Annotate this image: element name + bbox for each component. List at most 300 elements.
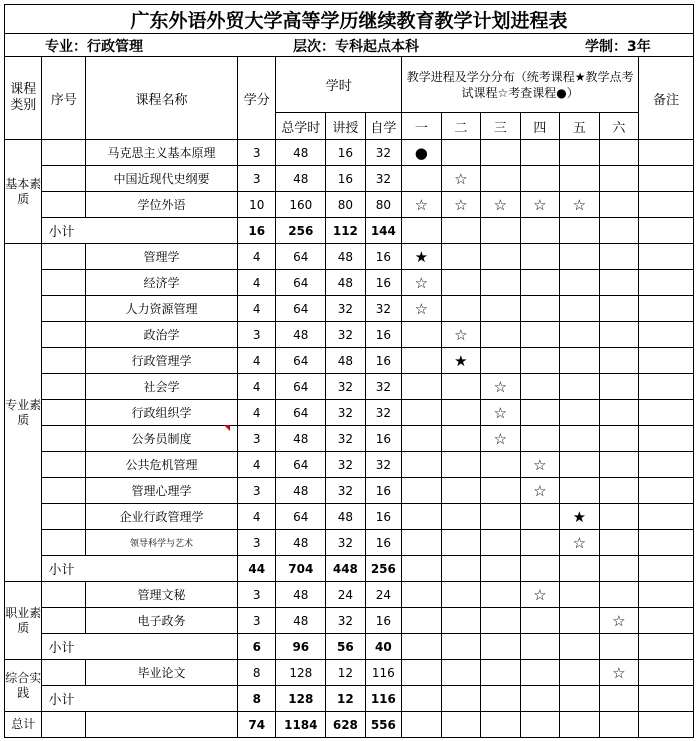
- course-row: [5, 400, 694, 426]
- course-name: 管理心理学: [86, 478, 238, 504]
- term-mark-cell: [402, 400, 442, 426]
- course-row: [5, 426, 694, 452]
- course-row: [5, 140, 694, 166]
- term-mark-cell: [560, 296, 600, 322]
- credit-cell: 3: [238, 582, 276, 608]
- self-study-cell: 16: [365, 348, 401, 374]
- total-hours-cell: 64: [276, 452, 326, 478]
- total-hours-cell: 64: [276, 296, 326, 322]
- term-mark-cell: [560, 322, 600, 348]
- lecture-cell: 32: [326, 296, 366, 322]
- term-mark-cell: [520, 244, 560, 270]
- self-study-cell: 32: [365, 166, 401, 192]
- term-mark-cell: [402, 348, 442, 374]
- seq-cell: [42, 270, 86, 296]
- course-row: [5, 452, 694, 478]
- header-self-study: 自学: [365, 113, 401, 140]
- course-row: [5, 582, 694, 608]
- grand-total-hours: 1184: [276, 712, 326, 738]
- term-mark-cell: [560, 608, 600, 634]
- remark-cell: [639, 270, 694, 296]
- term-mark-cell: [402, 478, 442, 504]
- header-course: 课程名称: [86, 57, 238, 140]
- header-category: 课程类别: [5, 57, 42, 140]
- term-mark-cell: [441, 244, 481, 270]
- seq-cell: [42, 452, 86, 478]
- total-hours-cell: 64: [276, 374, 326, 400]
- term-mark-cell: [481, 452, 521, 478]
- term-mark-cell: ●: [402, 140, 442, 166]
- credit-cell: 4: [238, 452, 276, 478]
- term-mark-cell: ☆: [441, 166, 481, 192]
- empty-cell: [520, 218, 560, 244]
- term-mark-cell: [599, 504, 639, 530]
- empty-cell: [639, 686, 694, 712]
- term-mark-cell: [560, 478, 600, 504]
- term-mark-cell: [481, 166, 521, 192]
- subtotal-self-study: 40: [365, 634, 401, 660]
- self-study-cell: 16: [365, 530, 401, 556]
- self-study-cell: 32: [365, 140, 401, 166]
- credit-cell: 3: [238, 140, 276, 166]
- term-mark-cell: [402, 426, 442, 452]
- term-mark-cell: [599, 140, 639, 166]
- empty-cell: [520, 556, 560, 582]
- term-mark-cell: [481, 348, 521, 374]
- empty-cell: [520, 686, 560, 712]
- header-term: 五: [560, 113, 600, 140]
- seq-cell: [42, 374, 86, 400]
- term-mark-cell: [402, 166, 442, 192]
- course-name: 中国近现代史纲要: [86, 166, 238, 192]
- self-study-cell: 16: [365, 426, 401, 452]
- course-name: 电子政务: [86, 608, 238, 634]
- term-mark-cell: [441, 504, 481, 530]
- empty-cell: [520, 634, 560, 660]
- term-mark-cell: [402, 322, 442, 348]
- term-mark-cell: ☆: [599, 660, 639, 686]
- header-remark: 备注: [639, 57, 694, 140]
- course-name: 行政组织学: [86, 400, 238, 426]
- term-mark-cell: ☆: [481, 400, 521, 426]
- total-hours-cell: 48: [276, 166, 326, 192]
- term-mark-cell: ☆: [520, 582, 560, 608]
- term-mark-cell: [441, 426, 481, 452]
- course-row: [5, 504, 694, 530]
- grand-total-self-study: 556: [365, 712, 401, 738]
- course-row: [5, 322, 694, 348]
- self-study-cell: 32: [365, 296, 401, 322]
- subtotal-credit: 44: [238, 556, 276, 582]
- term-mark-cell: [520, 400, 560, 426]
- term-mark-cell: [599, 322, 639, 348]
- course-name: 公共危机管理: [86, 452, 238, 478]
- term-mark-cell: [599, 374, 639, 400]
- header-term: 二: [441, 113, 481, 140]
- credit-cell: 4: [238, 296, 276, 322]
- empty-cell: [639, 218, 694, 244]
- term-mark-cell: [481, 660, 521, 686]
- total-hours-cell: 64: [276, 400, 326, 426]
- grand-total-label: 总计: [5, 712, 42, 738]
- empty-cell: [402, 712, 442, 738]
- empty-cell: [441, 218, 481, 244]
- term-mark-cell: [441, 582, 481, 608]
- term-mark-cell: [560, 270, 600, 296]
- term-mark-cell: [560, 400, 600, 426]
- term-mark-cell: [481, 504, 521, 530]
- teaching-plan-table: [4, 4, 694, 738]
- lecture-cell: 32: [326, 452, 366, 478]
- empty-cell: [481, 634, 521, 660]
- empty-cell: [639, 712, 694, 738]
- remark-cell: [639, 140, 694, 166]
- lecture-cell: 32: [326, 608, 366, 634]
- term-mark-cell: [402, 374, 442, 400]
- term-mark-cell: ☆: [599, 608, 639, 634]
- remark-cell: [639, 374, 694, 400]
- total-hours-cell: 48: [276, 582, 326, 608]
- self-study-cell: 16: [365, 478, 401, 504]
- lecture-cell: 16: [326, 166, 366, 192]
- term-mark-cell: [599, 478, 639, 504]
- empty-cell: [560, 712, 600, 738]
- empty-cell: [42, 712, 86, 738]
- total-hours-cell: 64: [276, 504, 326, 530]
- course-name: 经济学: [86, 270, 238, 296]
- term-mark-cell: ☆: [520, 478, 560, 504]
- credit-cell: 4: [238, 504, 276, 530]
- empty-cell: [402, 686, 442, 712]
- seq-cell: [42, 478, 86, 504]
- course-name: 人力资源管理: [86, 296, 238, 322]
- term-mark-cell: ★: [441, 348, 481, 374]
- term-mark-cell: [481, 582, 521, 608]
- credit-cell: 3: [238, 608, 276, 634]
- term-mark-cell: [599, 582, 639, 608]
- term-mark-cell: [441, 140, 481, 166]
- subtotal-credit: 6: [238, 634, 276, 660]
- term-mark-cell: [441, 400, 481, 426]
- term-mark-cell: [520, 296, 560, 322]
- term-mark-cell: [560, 374, 600, 400]
- header-seq: 序号: [42, 57, 86, 140]
- term-mark-cell: [599, 530, 639, 556]
- empty-cell: [441, 686, 481, 712]
- self-study-cell: 16: [365, 270, 401, 296]
- empty-cell: [402, 556, 442, 582]
- seq-cell: [42, 348, 86, 374]
- empty-cell: [86, 712, 238, 738]
- term-mark-cell: [402, 530, 442, 556]
- empty-cell: [599, 556, 639, 582]
- term-mark-cell: [402, 504, 442, 530]
- comment-marker: [224, 425, 230, 431]
- term-mark-cell: [402, 582, 442, 608]
- lecture-cell: 48: [326, 348, 366, 374]
- credit-cell: 3: [238, 530, 276, 556]
- term-mark-cell: [520, 270, 560, 296]
- self-study-cell: 32: [365, 400, 401, 426]
- empty-cell: [560, 634, 600, 660]
- total-hours-cell: 48: [276, 608, 326, 634]
- term-mark-cell: [560, 140, 600, 166]
- term-mark-cell: [481, 530, 521, 556]
- term-mark-cell: [560, 244, 600, 270]
- remark-cell: [639, 166, 694, 192]
- empty-cell: [481, 712, 521, 738]
- remark-cell: [639, 296, 694, 322]
- empty-cell: [560, 556, 600, 582]
- lecture-cell: 16: [326, 140, 366, 166]
- term-mark-cell: [599, 192, 639, 218]
- empty-cell: [599, 218, 639, 244]
- subtotal-total-hours: 96: [276, 634, 326, 660]
- course-name: 领导科学与艺术: [86, 530, 238, 556]
- subtotal-self-study: 256: [365, 556, 401, 582]
- empty-cell: [560, 218, 600, 244]
- course-row: [5, 374, 694, 400]
- subtotal-label: 小计: [42, 686, 238, 712]
- course-row: [5, 270, 694, 296]
- term-mark-cell: ☆: [481, 192, 521, 218]
- term-mark-cell: [441, 270, 481, 296]
- term-mark-cell: [560, 426, 600, 452]
- seq-cell: [42, 582, 86, 608]
- header-term: 四: [520, 113, 560, 140]
- self-study-cell: 32: [365, 452, 401, 478]
- subtotal-credit: 16: [238, 218, 276, 244]
- self-study-cell: 32: [365, 374, 401, 400]
- credit-cell: 3: [238, 426, 276, 452]
- term-mark-cell: ☆: [560, 192, 600, 218]
- header-lecture: 讲授: [326, 113, 366, 140]
- grand-total-lecture: 628: [326, 712, 366, 738]
- empty-cell: [599, 686, 639, 712]
- course-name: 马克思主义基本原理: [86, 140, 238, 166]
- self-study-cell: 16: [365, 322, 401, 348]
- seq-cell: [42, 166, 86, 192]
- term-mark-cell: [441, 608, 481, 634]
- subtotal-credit: 8: [238, 686, 276, 712]
- term-mark-cell: ☆: [481, 426, 521, 452]
- term-mark-cell: [520, 140, 560, 166]
- term-mark-cell: [520, 348, 560, 374]
- empty-cell: [599, 712, 639, 738]
- total-hours-cell: 64: [276, 244, 326, 270]
- term-mark-cell: [520, 530, 560, 556]
- credit-cell: 4: [238, 348, 276, 374]
- empty-cell: [639, 556, 694, 582]
- term-mark-cell: [481, 244, 521, 270]
- empty-cell: [441, 634, 481, 660]
- empty-cell: [481, 556, 521, 582]
- term-mark-cell: [441, 530, 481, 556]
- empty-cell: [481, 218, 521, 244]
- total-hours-cell: 64: [276, 270, 326, 296]
- subtotal-label: 小计: [42, 634, 238, 660]
- term-mark-cell: [441, 660, 481, 686]
- total-hours-cell: 48: [276, 478, 326, 504]
- credit-cell: 4: [238, 270, 276, 296]
- self-study-cell: 16: [365, 504, 401, 530]
- term-mark-cell: [560, 660, 600, 686]
- credit-cell: 3: [238, 166, 276, 192]
- total-hours-cell: 128: [276, 660, 326, 686]
- term-mark-cell: [599, 296, 639, 322]
- lecture-cell: 32: [326, 400, 366, 426]
- subtotal-row: [5, 218, 694, 244]
- program-info-row: [5, 34, 694, 57]
- course-name: 企业行政管理学: [86, 504, 238, 530]
- term-mark-cell: ☆: [520, 192, 560, 218]
- seq-cell: [42, 660, 86, 686]
- empty-cell: [560, 686, 600, 712]
- course-name: 行政管理学: [86, 348, 238, 374]
- seq-cell: [42, 140, 86, 166]
- course-name: 管理学: [86, 244, 238, 270]
- self-study-cell: 16: [365, 244, 401, 270]
- term-mark-cell: [599, 270, 639, 296]
- term-mark-cell: [560, 348, 600, 374]
- term-mark-cell: [599, 400, 639, 426]
- subtotal-lecture: 448: [326, 556, 366, 582]
- term-mark-cell: [520, 660, 560, 686]
- subtotal-label: 小计: [42, 556, 238, 582]
- remark-cell: [639, 426, 694, 452]
- major-label: 专业：行政管理: [45, 39, 143, 55]
- term-mark-cell: [402, 452, 442, 478]
- subtotal-total-hours: 128: [276, 686, 326, 712]
- term-mark-cell: [599, 244, 639, 270]
- total-hours-cell: 64: [276, 348, 326, 374]
- seq-cell: [42, 192, 86, 218]
- lecture-cell: 32: [326, 426, 366, 452]
- grand-total-row: [5, 712, 694, 738]
- term-mark-cell: [441, 452, 481, 478]
- category-cell: 综合实践: [5, 660, 42, 712]
- term-mark-cell: [599, 452, 639, 478]
- total-hours-cell: 48: [276, 530, 326, 556]
- remark-cell: [639, 608, 694, 634]
- seq-cell: [42, 504, 86, 530]
- term-mark-cell: [560, 582, 600, 608]
- term-mark-cell: [599, 426, 639, 452]
- course-row: [5, 608, 694, 634]
- term-mark-cell: ☆: [520, 452, 560, 478]
- remark-cell: [639, 244, 694, 270]
- self-study-cell: 116: [365, 660, 401, 686]
- header-term: 六: [599, 113, 639, 140]
- seq-cell: [42, 244, 86, 270]
- lecture-cell: 32: [326, 322, 366, 348]
- course-row: [5, 192, 694, 218]
- term-mark-cell: ★: [402, 244, 442, 270]
- subtotal-row: [5, 556, 694, 582]
- category-cell: 专业素质: [5, 244, 42, 582]
- seq-cell: [42, 608, 86, 634]
- header-term: 一: [402, 113, 442, 140]
- subtotal-label: 小计: [42, 218, 238, 244]
- term-mark-cell: [520, 166, 560, 192]
- self-study-cell: 16: [365, 608, 401, 634]
- seq-cell: [42, 426, 86, 452]
- subtotal-total-hours: 704: [276, 556, 326, 582]
- lecture-cell: 80: [326, 192, 366, 218]
- course-name: 公务员制度: [86, 426, 238, 452]
- term-mark-cell: [599, 348, 639, 374]
- course-row: [5, 530, 694, 556]
- term-mark-cell: [520, 608, 560, 634]
- header-hours: 学时: [276, 57, 402, 113]
- subtotal-lecture: 12: [326, 686, 366, 712]
- subtotal-row: [5, 686, 694, 712]
- term-mark-cell: [520, 374, 560, 400]
- term-mark-cell: [481, 608, 521, 634]
- seq-cell: [42, 400, 86, 426]
- term-mark-cell: [402, 608, 442, 634]
- term-mark-cell: [560, 166, 600, 192]
- term-mark-cell: [402, 660, 442, 686]
- term-mark-cell: ☆: [560, 530, 600, 556]
- course-name: 学位外语: [86, 192, 238, 218]
- total-hours-cell: 48: [276, 426, 326, 452]
- credit-cell: 4: [238, 400, 276, 426]
- lecture-cell: 48: [326, 504, 366, 530]
- course-name: 管理文秘: [86, 582, 238, 608]
- subtotal-self-study: 144: [365, 218, 401, 244]
- remark-cell: [639, 478, 694, 504]
- term-mark-cell: [441, 296, 481, 322]
- lecture-cell: 24: [326, 582, 366, 608]
- seq-cell: [42, 322, 86, 348]
- empty-cell: [481, 686, 521, 712]
- total-hours-cell: 48: [276, 322, 326, 348]
- subtotal-self-study: 116: [365, 686, 401, 712]
- credit-cell: 3: [238, 478, 276, 504]
- header-term: 三: [481, 113, 521, 140]
- duration-label: 学制：3年: [585, 39, 651, 55]
- total-hours-cell: 160: [276, 192, 326, 218]
- header-credit: 学分: [238, 57, 276, 140]
- empty-cell: [639, 634, 694, 660]
- term-mark-cell: ☆: [441, 192, 481, 218]
- course-name: 政治学: [86, 322, 238, 348]
- remark-cell: [639, 504, 694, 530]
- remark-cell: [639, 322, 694, 348]
- subtotal-total-hours: 256: [276, 218, 326, 244]
- header-progress: 教学进程及学分分布（统考课程★教学点考试课程☆考查课程●）: [402, 57, 639, 113]
- course-row: [5, 166, 694, 192]
- empty-cell: [599, 634, 639, 660]
- credit-cell: 8: [238, 660, 276, 686]
- remark-cell: [639, 192, 694, 218]
- term-mark-cell: ☆: [402, 270, 442, 296]
- term-mark-cell: [520, 426, 560, 452]
- term-mark-cell: [481, 296, 521, 322]
- term-mark-cell: [481, 140, 521, 166]
- grand-total-credit: 74: [238, 712, 276, 738]
- term-mark-cell: [520, 504, 560, 530]
- course-row: [5, 296, 694, 322]
- term-mark-cell: ☆: [441, 322, 481, 348]
- category-cell: 基本素质: [5, 140, 42, 244]
- empty-cell: [441, 712, 481, 738]
- term-mark-cell: [560, 452, 600, 478]
- course-name: 社会学: [86, 374, 238, 400]
- seq-cell: [42, 530, 86, 556]
- empty-cell: [441, 556, 481, 582]
